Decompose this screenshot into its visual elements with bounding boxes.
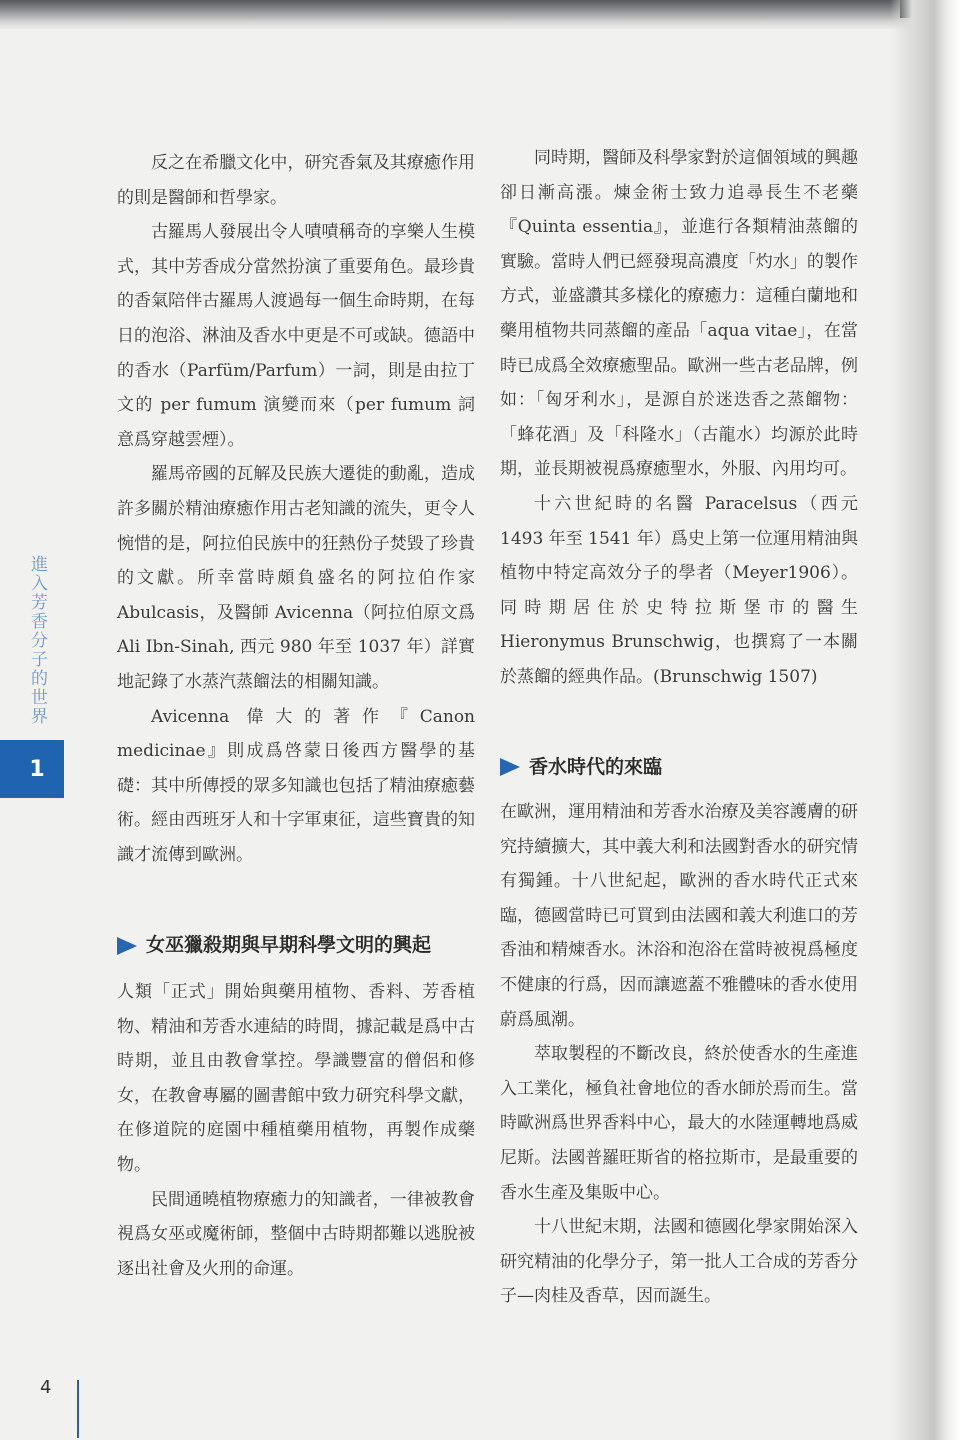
right-paragraph-5: 十八世紀末期，法國和德國化學家開始深入研究精油的化學分子，第一批人工合成的芳香分子—肉桂及香草，因而誕生。 <box>500 1217 858 1307</box>
chapter-number: 1 <box>29 756 45 782</box>
section-heading-perfume-era <box>500 750 858 785</box>
left-paragraph-4: Avicenna 偉大的著作『Canon medicinae』則成爲啓蒙日後西方醫學的基礎：其中所傳授的眾多知識也包括了精油療癒藝術。經由西班牙人和十字軍東征，這些寶貴的知識才流傳到歐洲。 <box>117 706 475 865</box>
section-heading-text: 香水時代的來臨 <box>529 755 663 778</box>
page-top-shadow <box>0 0 960 30</box>
chapter-tab <box>0 740 64 798</box>
page-gutter-shadow <box>890 0 960 1440</box>
left-paragraph-6: 民間通曉植物療癒力的知識者，一律被教會視爲女巫或魔術師，整個中古時期都難以逃脫被逐出社會及火刑的命運。 <box>117 1189 475 1279</box>
right-paragraph-3: 在歐洲，運用精油和芳香水治療及美容護膚的研究持續擴大，其中義大利和法國對香水的研究情有獨鍾。十八世紀起，歐洲的香水時代正式來臨，德國當時已可買到由法國和義大利進口的芳香油和精煉香水。沐浴和泡浴在當時被視爲極度不健康的行爲，因而讓遮蓋不雅體味的香水使用蔚爲風潮。 <box>500 802 858 1030</box>
left-paragraph-2: 古羅馬人發展出令人嘖嘖稱奇的享樂人生模式，其中芳香成分當然扮演了重要角色。最珍貴的香氣陪伴古羅馬人渡過每一個生命時期，在每日的泡浴、淋油及香水中更是不可或缺。德語中的香水（Parfüm/Parfum）一詞，則是由拉丁文的 per fumum 演變而來（per fumum 詞意爲穿越雲煙）。 <box>117 222 475 450</box>
page-number-rule <box>77 1380 79 1438</box>
chapter-section-title: 進入芳香分子的世界 <box>27 555 47 726</box>
left-paragraph-1: 反之在希臘文化中，研究香氣及其療癒作用的則是醫師和哲學家。 <box>117 153 475 208</box>
section-heading-text: 女巫獵殺期與早期科學文明的興起 <box>146 934 432 957</box>
left-column <box>117 146 475 1286</box>
right-paragraph-4: 萃取製程的不斷改良，終於使香水的生產進入工業化，極負社會地位的香水師於焉而生。當時歐洲爲世界香料中心，最大的水陸運轉地爲威尼斯。法國普羅旺斯省的格拉斯市，是最重要的香水生產及集販中心。 <box>500 1044 858 1203</box>
section-heading-witch-hunt <box>117 928 475 963</box>
section-arrow-icon <box>117 937 137 955</box>
right-paragraph-2: 十六世紀時的名醫 Paracelsus（西元 1493 年至 1541 年）爲史上第一位運用精油與植物中特定高效分子的學者（Meyer1906）。同時期居住於史特拉斯堡市的醫生 Hieronymus Brunschwig，也撰寫了一本關於蒸餾的經典作品。(Brunschwig 1507) <box>500 493 858 687</box>
left-paragraph-3: 羅馬帝國的瓦解及民族大遷徙的動亂，造成許多關於精油療癒作用古老知識的流失，更令人惋惜的是，阿拉伯民族中的狂熱份子焚毀了珍貴的文獻。所幸當時頗負盛名的阿拉伯作家 Abulcasis，及醫師 Avicenna（阿拉伯原文爲 Ali Ibn-Sinah, 西元 980 年至 1037 年）詳實地記錄了水蒸汽蒸餾法的相關知識。 <box>117 464 475 692</box>
left-paragraph-5: 人類「正式」開始與藥用植物、香料、芳香植物、精油和芳香水連結的時間，據記載是爲中古時期，並且由教會掌控。學識豐富的僧侶和修女，在教會專屬的圖書館中致力研究科學文獻，在修道院的庭園中種植藥用植物，再製作成藥物。 <box>117 982 475 1176</box>
right-column <box>500 141 858 1314</box>
section-arrow-icon <box>500 758 520 776</box>
page-number: 4 <box>40 1377 52 1398</box>
right-paragraph-1: 同時期，醫師及科學家對於這個領域的興趣卻日漸高漲。煉金術士致力追尋長生不老藥『Quinta essentia』，並進行各類精油蒸餾的實驗。當時人們已經發現高濃度「灼水」的製作方式，並盛讚其多樣化的療癒力：這種白蘭地和藥用植物共同蒸餾的產品「aqua vitae」，在當時已成爲全效療癒聖品。歐洲一些古老品牌，例如：「匈牙利水」，是源自於迷迭香之蒸餾物：「蜂花酒」及「科隆水」（古龍水）均源於此時期，並長期被視爲療癒聖水，外服、內用均可。 <box>500 148 858 480</box>
